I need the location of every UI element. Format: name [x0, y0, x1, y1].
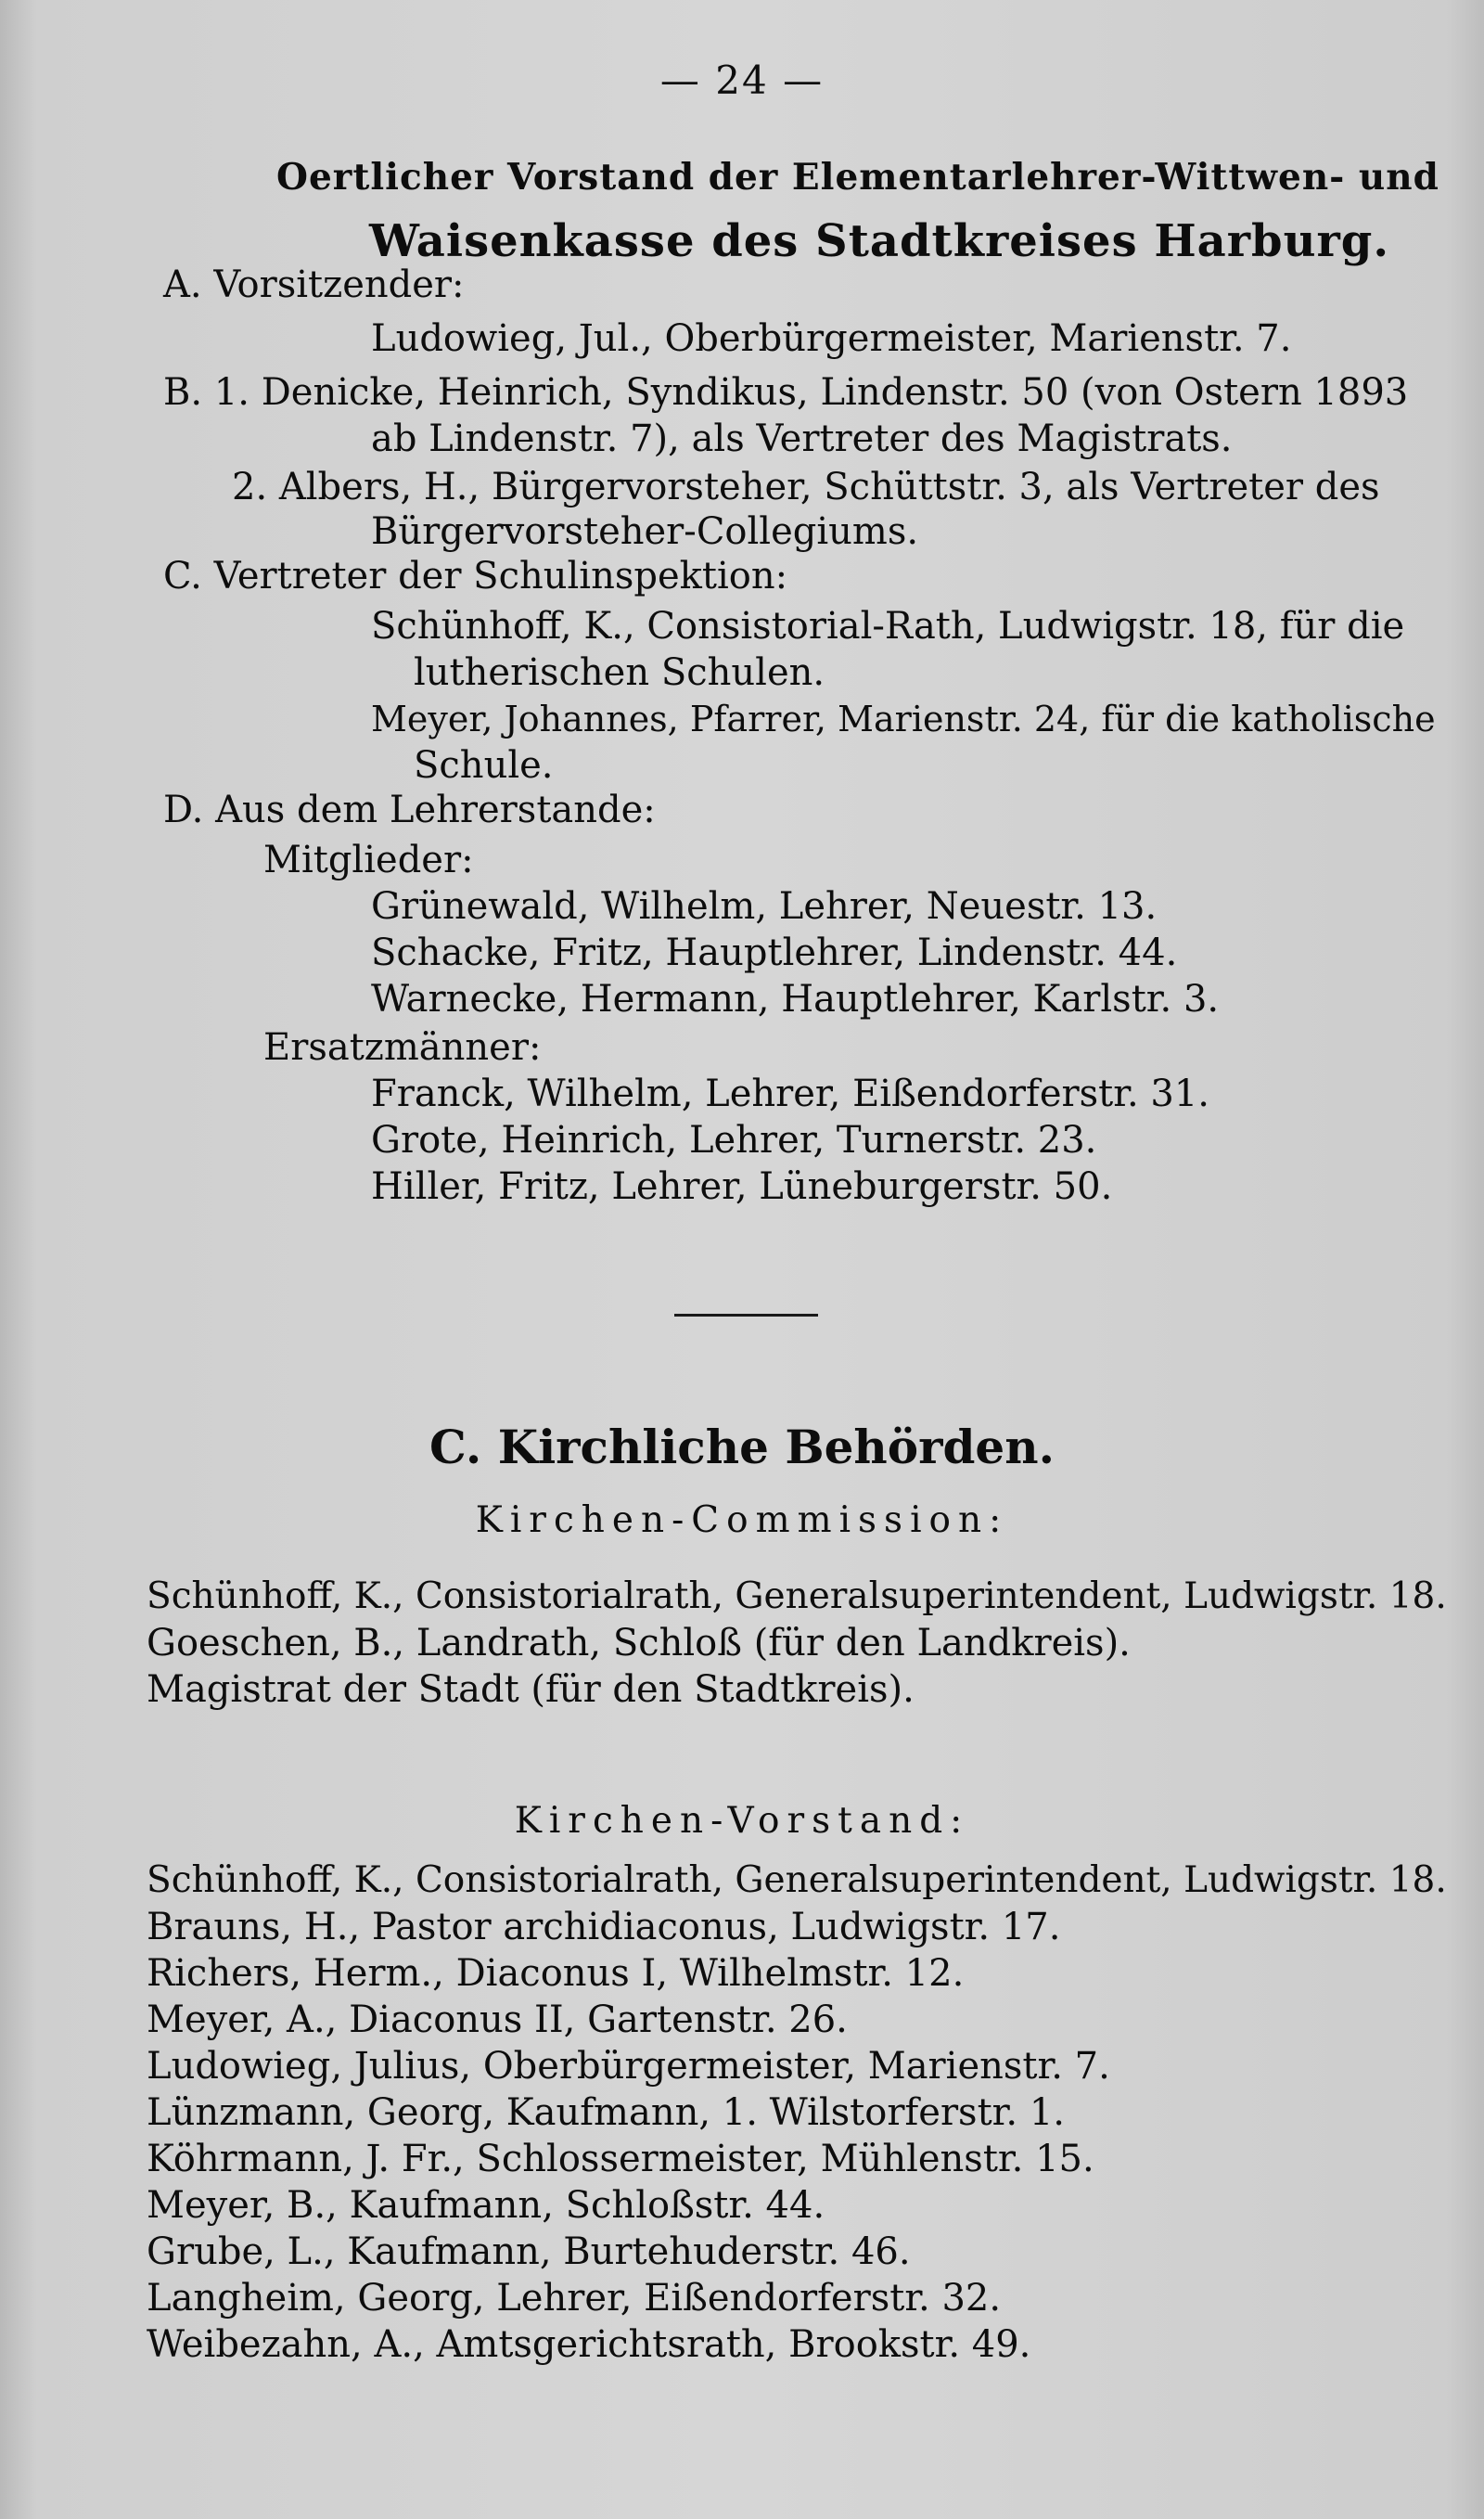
board-entry: Brauns, H., Pastor archidiaconus, Ludwigstr. 17.: [147, 1906, 1061, 1948]
item-c1-line2: lutherischen Schulen.: [414, 651, 825, 694]
board-entry: Köhrmann, J. Fr., Schlossermeister, Mühlenstr. 15.: [147, 2138, 1094, 2180]
substitutes-label: Ersatzmänner:: [263, 1026, 542, 1069]
item-c1-line1: Schünhoff, K., Consistorial-Rath, Ludwigstr. 18, für die: [371, 605, 1405, 648]
board-entry: Meyer, B., Kaufmann, Schloßstr. 44.: [147, 2184, 825, 2227]
substitute-entry: Franck, Wilhelm, Lehrer, Eißendorferstr. 31.: [371, 1073, 1210, 1115]
item-c-label: C. Vertreter der Schulinspektion:: [163, 555, 788, 598]
item-d-label: D. Aus dem Lehrerstande:: [163, 789, 656, 831]
board-entry: Grube, L., Kaufmann, Burtehuderstr. 46.: [147, 2230, 911, 2273]
board-entry: Langheim, Georg, Lehrer, Eißendorferstr. 32.: [147, 2277, 1002, 2320]
item-b2-line1: 2. Albers, H., Bürgervorsteher, Schüttstr. 3, als Vertreter des: [232, 466, 1380, 508]
commission-entry: Schünhoff, K., Consistorialrath, Generalsuperintendent, Ludwigstr. 18.: [147, 1575, 1447, 1617]
board-entry: Weibezahn, A., Amtsgerichtsrath, Brookstr. 49.: [147, 2323, 1031, 2366]
commission-entry: Goeschen, B., Landrath, Schloß (für den Landkreis).: [147, 1622, 1131, 1664]
item-b2-line2: Bürgervorsteher-Collegiums.: [371, 510, 919, 553]
member-entry: Warnecke, Hermann, Hauptlehrer, Karlstr. 3.: [371, 978, 1220, 1021]
substitute-entry: Grote, Heinrich, Lehrer, Turnerstr. 23.: [371, 1119, 1097, 1162]
item-b1-line1: B. 1. Denicke, Heinrich, Syndikus, Lindenstr. 50 (von Ostern 1893: [163, 371, 1409, 414]
board-entry: Meyer, A., Diaconus II, Gartenstr. 26.: [147, 1998, 848, 2041]
section-title-line2: Waisenkasse des Stadtkreises Harburg.: [369, 215, 1390, 267]
section-title-line1: Oertlicher Vorstand der Elementarlehrer-Wittwen- und: [276, 156, 1439, 199]
board-entry: Lünzmann, Georg, Kaufmann, 1. Wilstorferstr. 1.: [147, 2091, 1065, 2134]
item-a-label: A. Vorsitzender:: [163, 263, 465, 306]
member-entry: Grünewald, Wilhelm, Lehrer, Neuestr. 13.: [371, 885, 1158, 928]
item-c2-line2: Schule.: [414, 744, 554, 787]
item-b1-line2: ab Lindenstr. 7), als Vertreter des Magistrats.: [371, 418, 1233, 460]
members-label: Mitglieder:: [263, 839, 474, 881]
commission-entry: Magistrat der Stadt (für den Stadtkreis).: [147, 1668, 915, 1711]
page-number: — 24 —: [659, 58, 825, 103]
board-entry: Richers, Herm., Diaconus I, Wilhelmstr. 12.: [147, 1952, 965, 1995]
item-a-entry: Ludowieg, Jul., Oberbürgermeister, Marienstr. 7.: [371, 317, 1292, 360]
member-entry: Schacke, Fritz, Hauptlehrer, Lindenstr. 44.: [371, 932, 1178, 974]
substitute-entry: Hiller, Fritz, Lehrer, Lüneburgerstr. 50.: [371, 1165, 1113, 1208]
section-c-heading: C. Kirchliche Behörden.: [429, 1420, 1055, 1474]
section-divider: [674, 1314, 818, 1317]
board-entry: Ludowieg, Julius, Oberbürgermeister, Marienstr. 7.: [147, 2045, 1110, 2088]
board-entry: Schünhoff, K., Consistorialrath, Generalsuperintendent, Ludwigstr. 18.: [147, 1859, 1447, 1901]
item-c2-line1: Meyer, Johannes, Pfarrer, Marienstr. 24, für die katholische: [371, 699, 1436, 739]
board-heading: Kirchen-Vorstand:: [514, 1800, 970, 1842]
commission-heading: Kirchen-Commission:: [475, 1499, 1009, 1541]
